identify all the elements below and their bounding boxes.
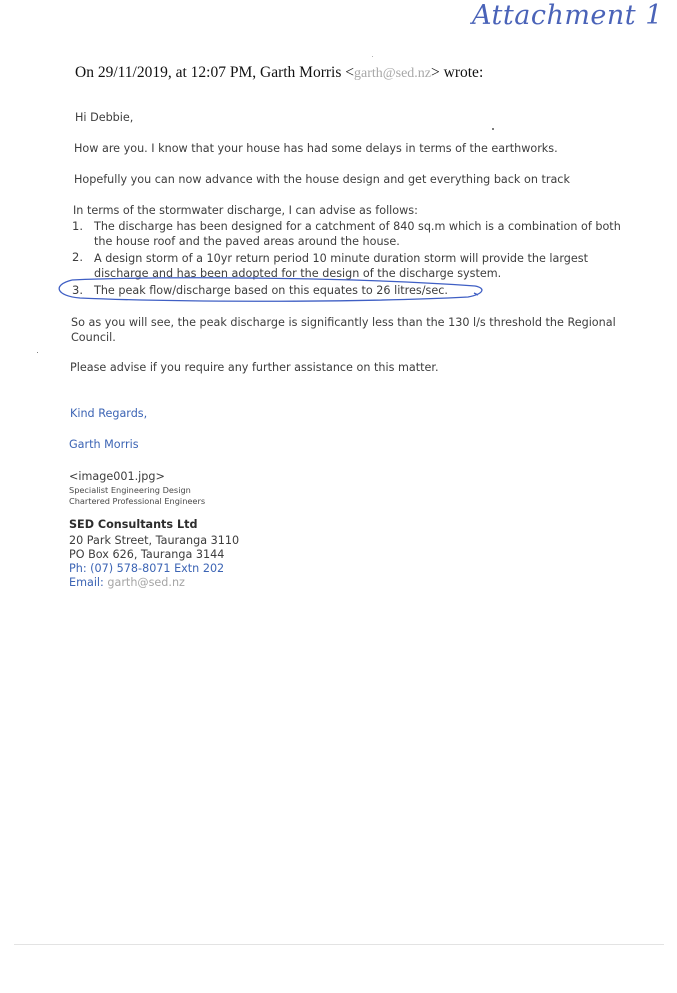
tagline-2: Chartered Professional Engineers [69,496,206,506]
scan-speck [37,352,38,353]
list-item-2-line-2: discharge and has been adopted for the design of the discharge system. [94,267,502,280]
email-label: Email: [69,576,108,589]
address-line-2: PO Box 626, Tauranga 3144 [69,548,225,561]
image-placeholder: <image001.jpg> [69,470,165,483]
header-email-link[interactable]: garth@sed.nz [353,66,432,81]
paragraph-4-line-2: Council. [71,331,116,344]
paragraph-3: In terms of the stormwater discharge, I can advise as follows: [73,204,418,217]
list-number-3: 3. [72,283,83,297]
handdrawn-circle-annotation [50,276,490,304]
list-number-2: 2. [72,250,83,264]
company-name: SED Consultants Ltd [69,518,198,531]
list-number-1: 1. [72,219,83,233]
paragraph-4-line-1: So as you will see, the peak discharge is significantly less than the 130 l/s threshold the Regional [71,316,616,329]
header-prefix: On 29/11/2019, at 12:07 PM, Garth Morris < [75,64,354,81]
list-item-1-line-1: The discharge has been designed for a catchment of 840 sq.m which is a combination of both [94,220,621,233]
tagline-1: Specialist Engineering Design [69,485,191,495]
paragraph-2: Hopefully you can now advance with the house design and get everything back on track [74,173,570,186]
phone: Ph: (07) 578-8071 Extn 202 [69,562,225,575]
signature-name: Garth Morris [69,438,139,451]
closing: Kind Regards, [70,407,148,420]
header-suffix: > wrote: [431,64,484,81]
scan-speck [492,128,494,130]
paragraph-1: How are you. I know that your house has had some delays in terms of the earthworks. [74,142,558,155]
scan-speck [372,56,373,57]
paragraph-5: Please advise if you require any further assistance on this matter. [70,361,439,374]
email-header [75,64,483,82]
list-item-2-line-1: A design storm of a 10yr return period 10 minute duration storm will provide the largest [94,252,588,265]
list-item-1-line-2: the house roof and the paved areas around the house. [94,235,400,248]
list-item-3-line-1: The peak flow/discharge based on this equates to 26 litres/sec. [94,284,448,297]
scan-edge-line [14,944,664,945]
handwritten-annotation: Attachment 1 [472,0,663,31]
signature-email [69,576,185,589]
signature-email-link[interactable]: garth@sed.nz [107,576,185,589]
address-line-1: 20 Park Street, Tauranga 3110 [69,534,240,547]
greeting: Hi Debbie, [75,111,134,124]
